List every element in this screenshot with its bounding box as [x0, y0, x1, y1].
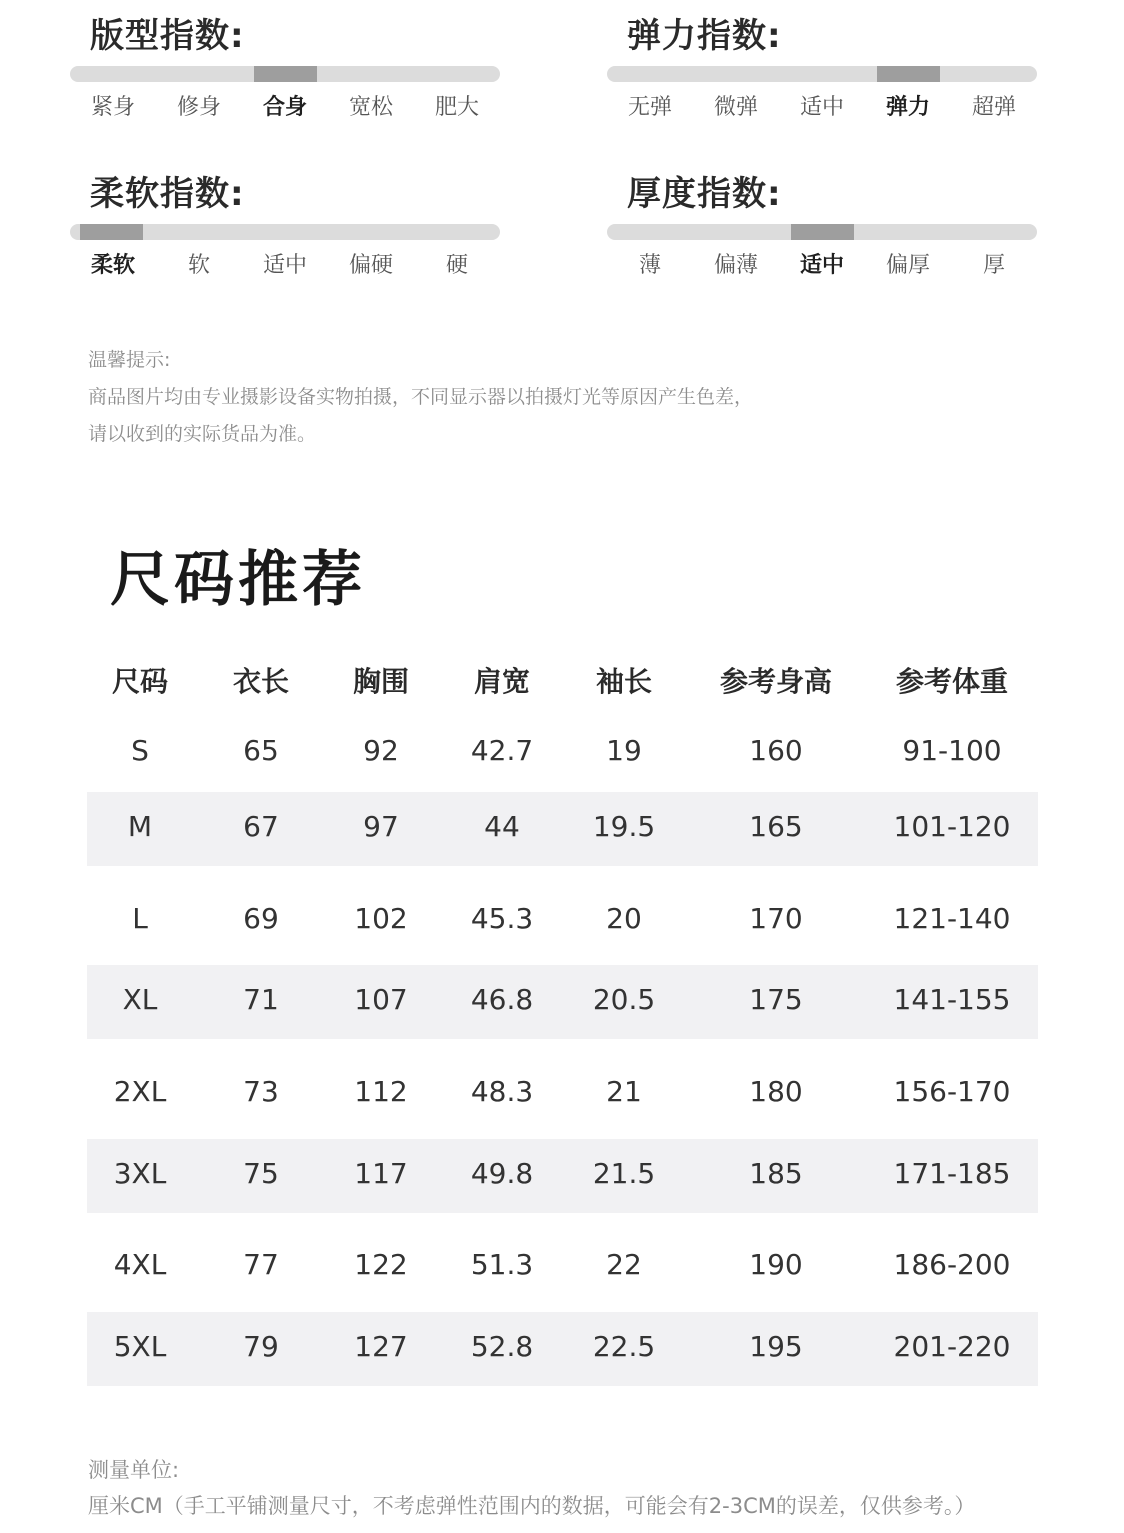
- table-cell-size: M: [127, 810, 153, 843]
- table-cell-size: S: [131, 734, 149, 767]
- fit-index-bar: [70, 66, 500, 82]
- measurement-line: 厘米CM（手工平铺测量尺寸，不考虑弹性范围内的数据，可能会有2-3CM的误差，仅供参考。）: [88, 1494, 976, 1518]
- measurement-heading: 测量单位:: [88, 1458, 180, 1482]
- table-cell-size: 4XL: [113, 1248, 167, 1281]
- table-cell-shoulder: 44: [484, 810, 520, 843]
- table-cell-length: 65: [243, 734, 279, 767]
- table-cell-sleeve: 21.5: [592, 1157, 656, 1190]
- table-cell-weight: 201-220: [893, 1330, 1011, 1363]
- table-cell-length: 79: [243, 1330, 279, 1363]
- index-label: 适中: [262, 253, 307, 278]
- col-header-height: 参考身高: [719, 665, 833, 698]
- elasticity-index-title: 弹力指数:: [627, 16, 782, 56]
- index-label: 微弹: [713, 95, 758, 120]
- table-cell-sleeve: 20.5: [592, 983, 656, 1016]
- index-label: 偏硬: [348, 253, 393, 278]
- table-cell-sleeve: 22.5: [592, 1330, 656, 1363]
- table-cell-weight: 121-140: [893, 902, 1011, 935]
- table-cell-weight: 101-120: [893, 810, 1011, 843]
- table-cell-chest: 97: [363, 810, 399, 843]
- tips: [88, 342, 753, 453]
- index-label: 偏薄: [713, 253, 758, 278]
- col-header-length: 衣长: [232, 665, 290, 698]
- fit-index-marker: [254, 66, 317, 82]
- index-label: 紧身: [90, 95, 135, 120]
- tips-line-2: 请以收到的实际货品为准。: [88, 423, 317, 445]
- elasticity-index-labels: [607, 90, 1037, 126]
- table-cell-shoulder: 46.8: [470, 983, 534, 1016]
- table-cell-weight: 156-170: [893, 1075, 1011, 1108]
- table-cell-chest: 92: [363, 734, 399, 767]
- table-cell-chest: 127: [354, 1330, 408, 1363]
- col-header-shoulder: 肩宽: [473, 665, 531, 698]
- thickness-index-labels: [607, 248, 1037, 284]
- table-cell-height: 175: [749, 983, 803, 1016]
- index-label: 偏厚: [885, 253, 930, 278]
- table-cell-length: 73: [243, 1075, 279, 1108]
- measurement-note: [88, 1452, 975, 1524]
- index-label: 弹力: [885, 95, 930, 120]
- tips-heading: 温馨提示:: [88, 349, 171, 371]
- index-label: 宽松: [348, 95, 393, 120]
- table-cell-height: 180: [749, 1075, 803, 1108]
- index-label: 软: [187, 253, 210, 278]
- table-cell-sleeve: 22: [606, 1248, 642, 1281]
- index-label: 适中: [799, 95, 844, 120]
- index-label: 合身: [262, 95, 307, 120]
- table-cell-shoulder: 48.3: [470, 1075, 534, 1108]
- table-cell-height: 195: [749, 1330, 803, 1363]
- table-cell-chest: 117: [354, 1157, 408, 1190]
- index-label: 修身: [176, 95, 221, 120]
- elasticity-index-bar: [607, 66, 1037, 82]
- table-cell-length: 77: [243, 1248, 279, 1281]
- index-label: 柔软: [90, 253, 135, 278]
- col-header-size: 尺码: [111, 665, 169, 698]
- fit-index-labels: [70, 90, 500, 126]
- table-cell-size: 3XL: [113, 1157, 167, 1190]
- index-label: 厚: [982, 253, 1005, 278]
- fit-index-title: 版型指数:: [90, 16, 245, 56]
- index-label: 硬: [445, 253, 468, 278]
- table-cell-size: 2XL: [113, 1075, 167, 1108]
- col-header-sleeve: 袖长: [595, 665, 653, 698]
- table-cell-shoulder: 45.3: [470, 902, 534, 935]
- thickness-index-bar: [607, 224, 1037, 240]
- table-cell-sleeve: 21: [606, 1075, 642, 1108]
- table-cell-weight: 91-100: [902, 734, 1002, 767]
- softness-index-bar: [70, 224, 500, 240]
- col-header-chest: 胸围: [352, 665, 410, 698]
- table-cell-chest: 112: [354, 1075, 408, 1108]
- table-cell-sleeve: 20: [606, 902, 642, 935]
- table-cell-length: 75: [243, 1157, 279, 1190]
- col-header-weight: 参考体重: [895, 665, 1009, 698]
- table-cell-shoulder: 42.7: [470, 734, 534, 767]
- index-label: 无弹: [627, 95, 672, 120]
- table-cell-length: 69: [243, 902, 279, 935]
- table-cell-height: 160: [749, 734, 803, 767]
- table-cell-chest: 102: [354, 902, 408, 935]
- table-cell-size: 5XL: [113, 1330, 167, 1363]
- table-cell-chest: 107: [354, 983, 408, 1016]
- table-cell-height: 185: [749, 1157, 803, 1190]
- softness-index-labels: [70, 248, 500, 284]
- table-cell-size: L: [132, 902, 148, 935]
- table-cell-length: 71: [243, 983, 279, 1016]
- table-cell-weight: 141-155: [893, 983, 1011, 1016]
- index-label: 超弹: [971, 95, 1016, 120]
- elasticity-index-marker: [877, 66, 940, 82]
- tips-line-1: 商品图片均由专业摄影设备实物拍摄，不同显示器以拍摄灯光等原因产生色差，: [88, 386, 754, 408]
- softness-index-title: 柔软指数:: [90, 174, 245, 214]
- table-cell-sleeve: 19: [606, 734, 642, 767]
- table-cell-weight: 171-185: [893, 1157, 1011, 1190]
- table-cell-shoulder: 51.3: [470, 1248, 534, 1281]
- table-cell-chest: 122: [354, 1248, 408, 1281]
- softness-index-marker: [80, 224, 143, 240]
- index-label: 肥大: [434, 95, 479, 120]
- thickness-index-marker: [791, 224, 854, 240]
- table-cell-height: 165: [749, 810, 803, 843]
- table-cell-shoulder: 49.8: [470, 1157, 534, 1190]
- table-row: [87, 716, 1038, 790]
- index-label: 薄: [638, 253, 661, 278]
- table-cell-shoulder: 52.8: [470, 1330, 534, 1363]
- index-label: 适中: [799, 253, 844, 278]
- table-cell-sleeve: 19.5: [592, 810, 656, 843]
- table-cell-size: XL: [122, 983, 158, 1016]
- table-cell-length: 67: [243, 810, 279, 843]
- table-cell-height: 170: [749, 902, 803, 935]
- size-section-title: 尺码推荐: [110, 545, 366, 615]
- table-cell-height: 190: [749, 1248, 803, 1281]
- thickness-index-title: 厚度指数:: [627, 174, 782, 214]
- table-cell-weight: 186-200: [893, 1248, 1011, 1281]
